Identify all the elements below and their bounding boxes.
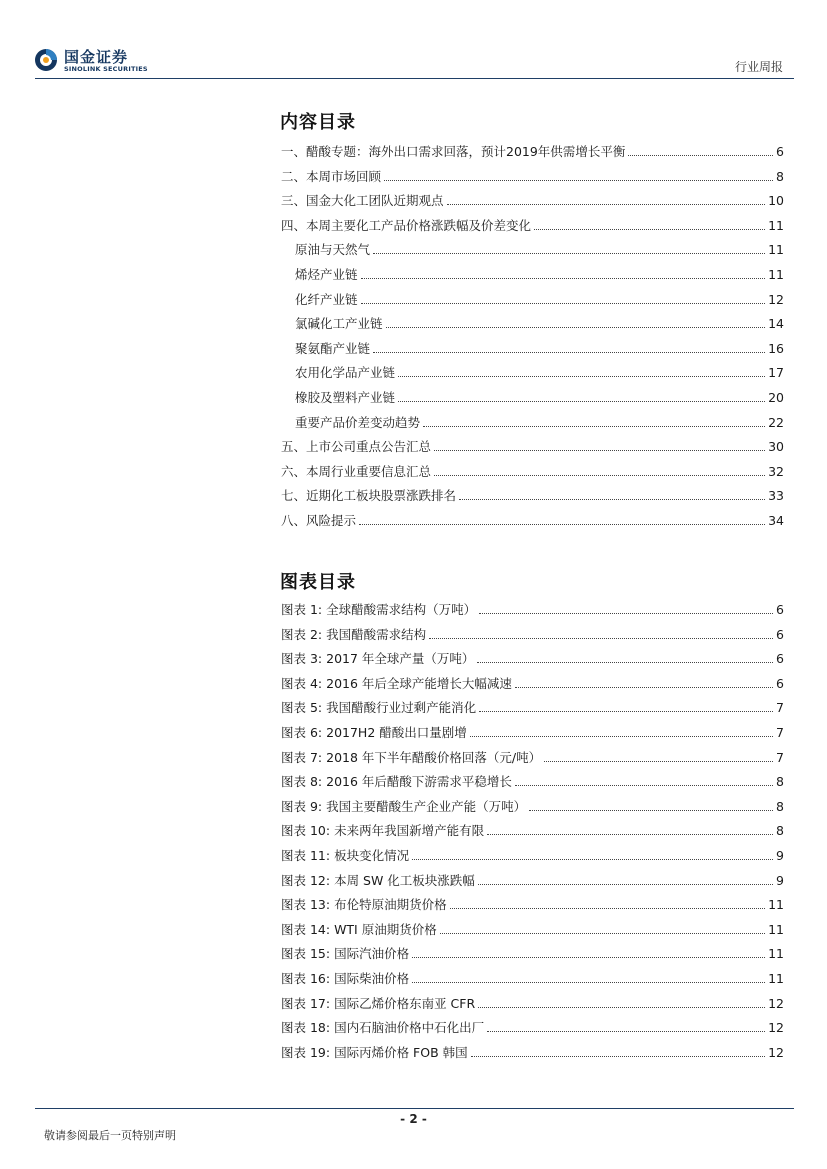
report-category: 行业周报: [734, 60, 783, 74]
entry-page-number: 30: [768, 439, 784, 455]
entry-page-number: 12: [768, 995, 784, 1011]
toc-entry[interactable]: [295, 238, 784, 258]
figure-entry[interactable]: [281, 869, 784, 889]
entry-label: 七、近期化工板块股票涨跌排名: [281, 488, 457, 504]
entry-label: 图表 15: 国际汽油价格: [281, 946, 410, 962]
entry-label: 图表 7: 2018 年下半年醋酸价格回落（元/吨）: [281, 749, 542, 765]
entry-label: 橡胶及塑料产业链: [295, 390, 396, 405]
entry-page-number: 11: [768, 897, 784, 913]
entry-label: 烯烃产业链: [295, 267, 358, 282]
entry-label: 重要产品价差变动趋势: [295, 414, 421, 430]
figure-entry[interactable]: [281, 696, 784, 716]
entry-label: 四、本周主要化工产品价格涨跌幅及价差变化: [281, 217, 532, 233]
entry-page-number: 8: [776, 168, 784, 184]
dot-leader: [470, 735, 773, 737]
dot-leader: [412, 981, 765, 983]
entry-page-number: 8: [776, 774, 784, 790]
dot-leader: [478, 1006, 765, 1008]
toc-entry[interactable]: [295, 288, 784, 308]
figure-entry[interactable]: [281, 819, 784, 839]
toc-title: 内容目录: [280, 112, 356, 133]
entry-label: 图表 1: 全球醋酸需求结构（万吨）: [281, 602, 477, 617]
dot-leader: [440, 932, 765, 934]
entry-page-number: 6: [776, 651, 784, 667]
entry-page-number: 11: [768, 971, 784, 986]
entry-label: 图表 13: 布伦特原油期货价格: [281, 897, 447, 913]
entry-page-number: 7: [776, 700, 784, 716]
figures-title: 图表目录: [280, 572, 356, 593]
toc-entry[interactable]: [281, 460, 784, 480]
dot-leader: [361, 277, 766, 279]
figure-entry[interactable]: [281, 623, 784, 643]
dot-leader: [398, 375, 765, 377]
entry-page-number: 6: [776, 144, 784, 159]
entry-label: 图表 18: 国内石脑油价格中石化出厂: [281, 1020, 485, 1036]
entry-label: 原油与天然气: [295, 242, 371, 258]
dot-leader: [515, 784, 773, 786]
entry-page-number: 6: [776, 602, 784, 617]
figure-entry[interactable]: [281, 967, 784, 987]
toc-entry[interactable]: [281, 435, 784, 455]
figure-entry[interactable]: [281, 893, 784, 913]
dot-leader: [479, 710, 773, 712]
toc-entry[interactable]: [281, 484, 784, 504]
entry-label: 图表 8: 2016 年后醋酸下游需求平稳增长: [281, 774, 512, 790]
dot-leader: [478, 883, 773, 885]
entry-page-number: 8: [776, 823, 784, 839]
entry-label: 图表 4: 2016 年后全球产能增长大幅减速: [281, 675, 512, 691]
entry-page-number: 20: [768, 390, 784, 405]
entry-label: 图表 16: 国际柴油价格: [281, 971, 410, 986]
figure-entry[interactable]: [281, 770, 784, 790]
dot-leader: [361, 302, 766, 304]
dot-leader: [529, 809, 773, 811]
header-divider: [35, 78, 794, 79]
figure-entry[interactable]: [281, 598, 784, 618]
dot-leader: [450, 907, 766, 909]
figure-entry[interactable]: [281, 844, 784, 864]
toc-entry[interactable]: [295, 312, 784, 332]
dot-leader: [534, 228, 765, 230]
toc-entry[interactable]: [295, 411, 784, 431]
toc-entry[interactable]: [281, 140, 784, 160]
toc-entry[interactable]: [281, 214, 784, 234]
figure-entry[interactable]: [281, 672, 784, 692]
entry-label: 五、上市公司重点公告汇总: [281, 439, 432, 455]
entry-page-number: 34: [768, 513, 784, 528]
dot-leader: [384, 179, 773, 181]
entry-label: 八、风险提示: [281, 513, 357, 528]
dot-leader: [373, 252, 765, 254]
entry-page-number: 7: [776, 725, 784, 740]
toc-entry[interactable]: [281, 509, 784, 529]
figure-entry[interactable]: [281, 992, 784, 1012]
entry-label: 图表 3: 2017 年全球产量（万吨）: [281, 651, 475, 667]
entry-label: 图表 11: 板块变化情况: [281, 848, 410, 863]
entry-page-number: 12: [768, 1020, 784, 1036]
entry-page-number: 22: [768, 414, 784, 430]
entry-page-number: 32: [768, 463, 784, 479]
dot-leader: [423, 425, 765, 427]
entry-page-number: 10: [768, 193, 784, 209]
dot-leader: [398, 400, 765, 402]
dot-leader: [479, 612, 773, 614]
entry-page-number: 12: [768, 291, 784, 307]
entry-page-number: 7: [776, 749, 784, 765]
entry-page-number: 11: [768, 921, 784, 937]
entry-page-number: 6: [776, 626, 784, 642]
figure-entry[interactable]: [281, 746, 784, 766]
entry-label: 图表 14: WTI 原油期货价格: [281, 921, 437, 937]
entry-label: 图表 17: 国际乙烯价格东南亚 CFR: [281, 995, 476, 1011]
entry-page-number: 17: [768, 365, 784, 381]
entry-page-number: 6: [776, 675, 784, 691]
entry-page-number: 11: [768, 242, 784, 258]
entry-label: 二、本周市场回顾: [281, 168, 382, 184]
dot-leader: [447, 203, 766, 205]
entry-label: 图表 12: 本周 SW 化工板块涨跌幅: [281, 872, 475, 888]
dot-leader: [477, 661, 773, 663]
entry-page-number: 11: [768, 217, 784, 233]
entry-page-number: 12: [768, 1044, 784, 1060]
figure-entry[interactable]: [281, 1041, 784, 1061]
entry-page-number: 33: [768, 488, 784, 504]
logo-text-cn: 国金证券: [64, 48, 129, 66]
dot-leader: [429, 637, 773, 639]
figure-entry[interactable]: [281, 795, 784, 815]
entry-page-number: 16: [768, 340, 784, 356]
entry-label: 图表 9: 我国主要醋酸生产企业产能（万吨）: [281, 798, 527, 814]
entry-label: 图表 5: 我国醋酸行业过剩产能消化: [281, 700, 477, 716]
entry-page-number: 11: [768, 946, 784, 962]
dot-leader: [487, 1030, 765, 1032]
figure-entry[interactable]: [281, 942, 784, 962]
entry-label: 三、国金大化工团队近期观点: [281, 193, 444, 209]
dot-leader: [471, 1055, 765, 1057]
figure-entry[interactable]: [281, 918, 784, 938]
entry-page-number: 14: [768, 316, 784, 332]
entry-label: 六、本周行业重要信息汇总: [281, 463, 432, 479]
logo-mark-icon: [34, 48, 58, 72]
figure-entry[interactable]: [281, 647, 784, 667]
entry-label: 农用化学品产业链: [295, 365, 396, 381]
entry-page-number: 11: [768, 267, 784, 282]
entry-page-number: 9: [776, 848, 784, 863]
toc-entry[interactable]: [281, 189, 784, 209]
dot-leader: [459, 498, 765, 500]
dot-leader: [412, 858, 773, 860]
toc-entry[interactable]: [281, 165, 784, 185]
dot-leader: [434, 474, 765, 476]
entry-page-number: 8: [776, 798, 784, 814]
figure-entry[interactable]: [281, 721, 784, 741]
dot-leader: [412, 956, 765, 958]
toc-entry[interactable]: [295, 337, 784, 357]
entry-page-number: 9: [776, 872, 784, 888]
dot-leader: [386, 326, 766, 328]
dot-leader: [373, 351, 765, 353]
entry-label: 图表 6: 2017H2 醋酸出口量剧增: [281, 725, 467, 740]
entry-label: 图表 19: 国际丙烯价格 FOB 韩国: [281, 1044, 468, 1060]
footer-divider: [35, 1108, 794, 1109]
page-number: - 2 -: [400, 1112, 427, 1126]
entry-label: 图表 2: 我国醋酸需求结构: [281, 626, 427, 642]
logo-text-en: SINOLINK SECURITIES: [64, 65, 148, 73]
toc-entry[interactable]: [295, 263, 784, 283]
dot-leader: [515, 686, 773, 688]
dot-leader: [434, 449, 765, 451]
dot-leader: [359, 523, 765, 525]
toc-entry[interactable]: [295, 361, 784, 381]
disclaimer-note: 敬请参阅最后一页特别声明: [44, 1129, 176, 1142]
entry-label: 聚氨酯产业链: [295, 340, 371, 356]
entry-label: 图表 10: 未来两年我国新增产能有限: [281, 823, 485, 839]
figure-entry[interactable]: [281, 1016, 784, 1036]
dot-leader: [628, 154, 773, 156]
entry-label: 氯碱化工产业链: [295, 316, 383, 332]
dot-leader: [544, 760, 773, 762]
company-logo: [34, 45, 164, 79]
entry-label: 化纤产业链: [295, 291, 358, 307]
entry-label: 一、醋酸专题：海外出口需求回落，预计2019年供需增长平衡: [281, 144, 626, 159]
toc-entry[interactable]: [295, 386, 784, 406]
dot-leader: [487, 833, 773, 835]
